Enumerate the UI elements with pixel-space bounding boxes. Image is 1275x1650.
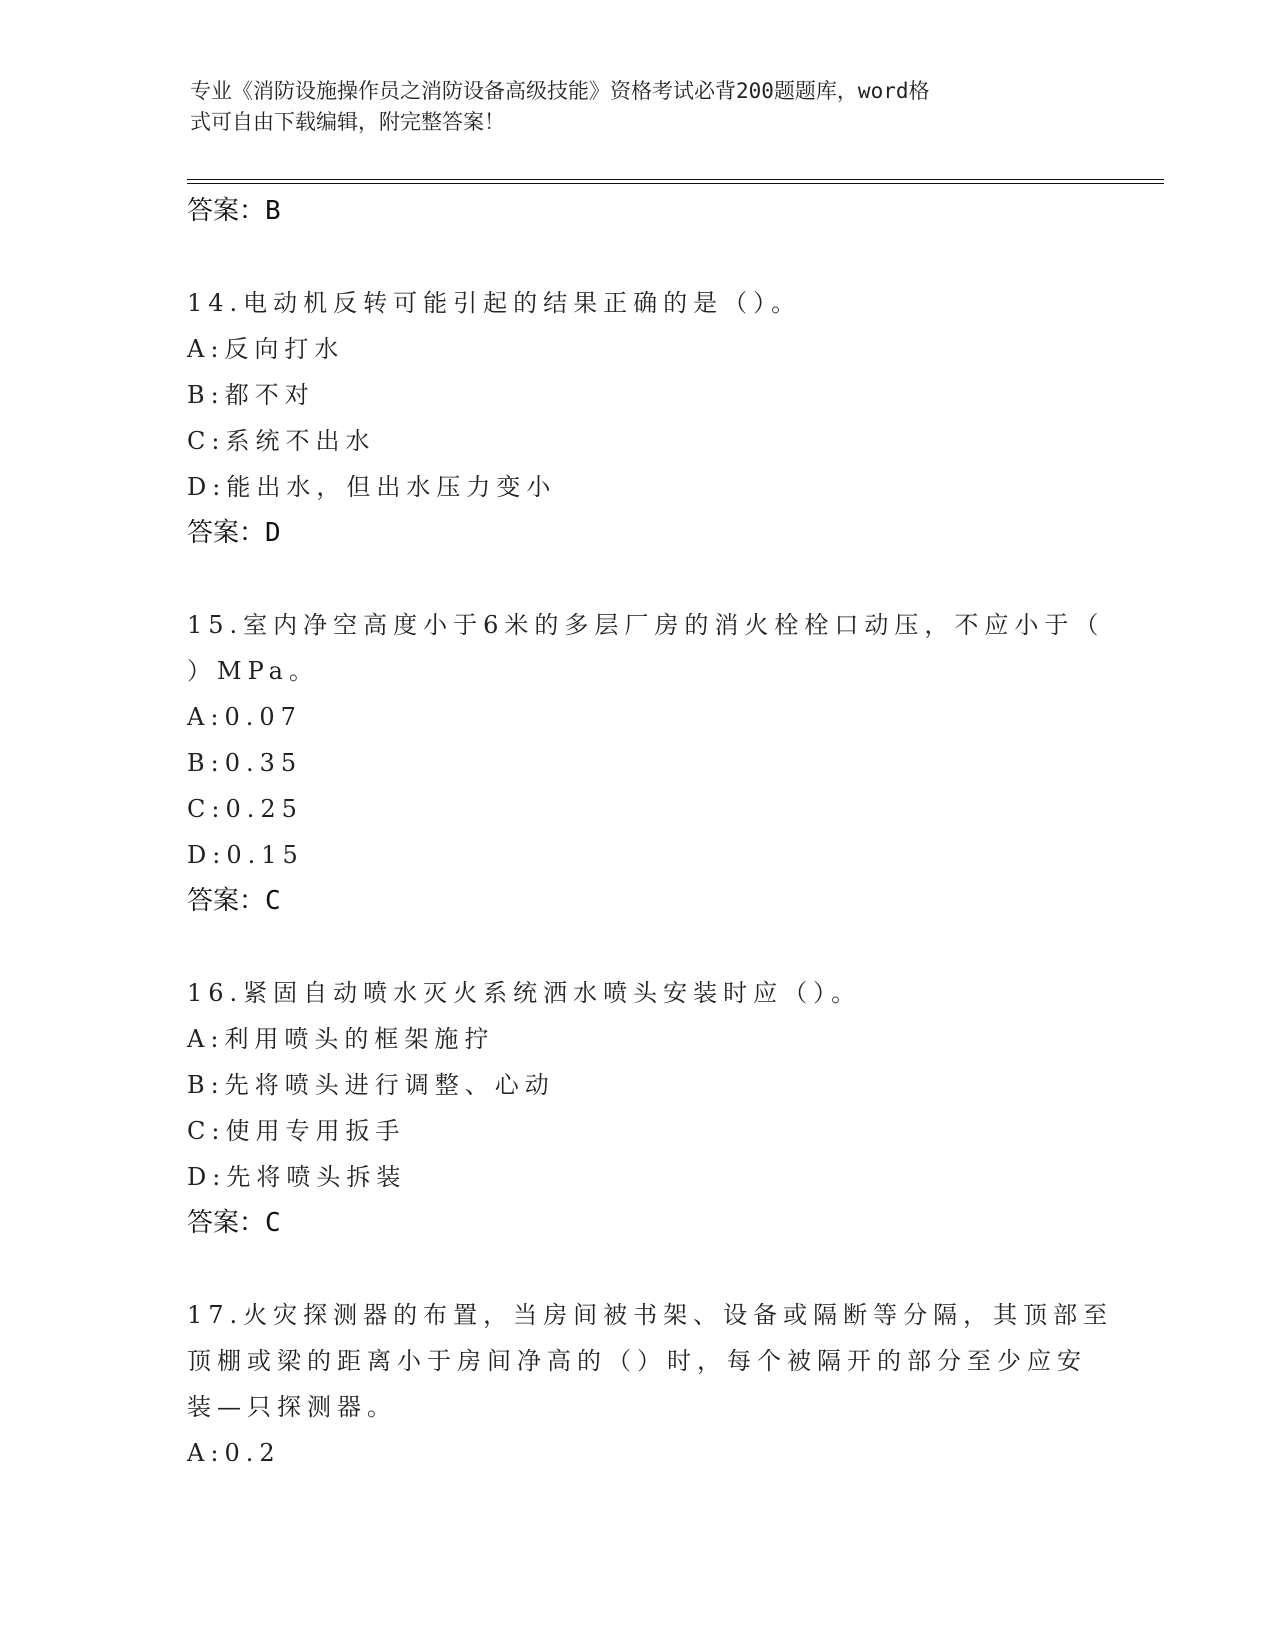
answer-label: 答案： (187, 518, 266, 548)
option-key: A (187, 1025, 211, 1053)
option-text: 0.2 (224, 1439, 281, 1467)
header-rule-top (187, 179, 1164, 180)
option-key: C (187, 795, 212, 823)
option-key: D (187, 1163, 213, 1191)
question-14 (187, 280, 1087, 556)
option-key: C (187, 1117, 212, 1145)
option-d: D:能出水，但出水压力变小 (187, 473, 557, 501)
option-b: B:都不对 (187, 381, 315, 409)
option-key: A (187, 703, 211, 731)
option-key: B (187, 1071, 211, 1099)
question-17 (187, 1292, 1114, 1476)
answer-value: C (265, 1208, 281, 1238)
answer-value: C (265, 886, 281, 916)
option-key: A (187, 1439, 211, 1467)
option-key: B (187, 749, 211, 777)
answer-label: 答案： (187, 1208, 266, 1238)
question-stem-line-2: 顶棚或梁的距离小于房间净高的（）时，每个被隔开的部分至少应安 (187, 1347, 1087, 1375)
option-c: C:使用专用扳手 (187, 1117, 406, 1145)
option-text: 使用专用扳手 (225, 1117, 406, 1145)
answer-label: 答案： (187, 886, 266, 916)
option-text: 0.15 (226, 841, 304, 869)
option-a: A:0.07 (187, 703, 302, 731)
option-text: 能出水，但出水压力变小 (226, 473, 557, 501)
option-c: C:0.25 (187, 795, 303, 823)
option-text: 先将喷头拆装 (226, 1163, 407, 1191)
option-text: 0.25 (225, 795, 303, 823)
question-stem: 16.紧固自动喷水灭火系统洒水喷头安装时应（）。 (187, 979, 862, 1007)
answer-line (187, 878, 1087, 924)
option-c: C:系统不出水 (187, 427, 376, 455)
question-list (187, 188, 1114, 1476)
question-15 (187, 602, 1105, 924)
option-text: 都不对 (224, 381, 315, 409)
header-line-2: 式可自由下载编辑，附完整答案！ (190, 110, 505, 134)
option-key: A (187, 335, 211, 363)
answer-value: D (265, 518, 281, 548)
option-text: 先将喷头进行调整、心动 (224, 1071, 555, 1099)
option-key: C (187, 427, 212, 455)
question-stem-line-3: 装—只探测器。 (187, 1393, 397, 1421)
question-stem: 14.电动机反转可能引起的结果正确的是（）。 (187, 289, 802, 317)
option-text: 0.07 (224, 703, 302, 731)
answer-line (187, 1200, 1087, 1246)
option-b: B:先将喷头进行调整、心动 (187, 1071, 555, 1099)
option-text: 反向打水 (224, 335, 345, 363)
question-stem-line-1: 17.火灾探测器的布置，当房间被书架、设备或隔断等分隔，其顶部至 (187, 1301, 1114, 1329)
header-line-1: 专业《消防设施操作员之消防设备高级技能》资格考试必背200题题库，word格 (190, 79, 930, 103)
question-stem-line-2: ）MPa。 (187, 657, 319, 685)
option-text: 0.35 (224, 749, 303, 777)
answer-label: 答案： (187, 196, 266, 226)
option-key: D (187, 841, 213, 869)
option-a: A:利用喷头的框架施拧 (187, 1025, 495, 1053)
answer-line (187, 188, 1087, 234)
question-16 (187, 970, 1087, 1246)
answer-value: B (265, 196, 281, 226)
answer-line (187, 510, 1087, 556)
option-b: B:0.35 (187, 749, 303, 777)
option-d: D:先将喷头拆装 (187, 1163, 407, 1191)
option-a: A:0.2 (187, 1439, 281, 1467)
option-a: A:反向打水 (187, 335, 345, 363)
question-stem-line-1: 15.室内净空高度小于6米的多层厂房的消火栓栓口动压，不应小于（ (187, 611, 1105, 639)
option-text: 系统不出水 (225, 427, 376, 455)
option-key: B (187, 381, 211, 409)
page-header (190, 76, 1090, 138)
option-text: 利用喷头的框架施拧 (224, 1025, 495, 1053)
option-d: D:0.15 (187, 841, 304, 869)
header-rule-bottom (187, 183, 1164, 184)
option-key: D (187, 473, 213, 501)
